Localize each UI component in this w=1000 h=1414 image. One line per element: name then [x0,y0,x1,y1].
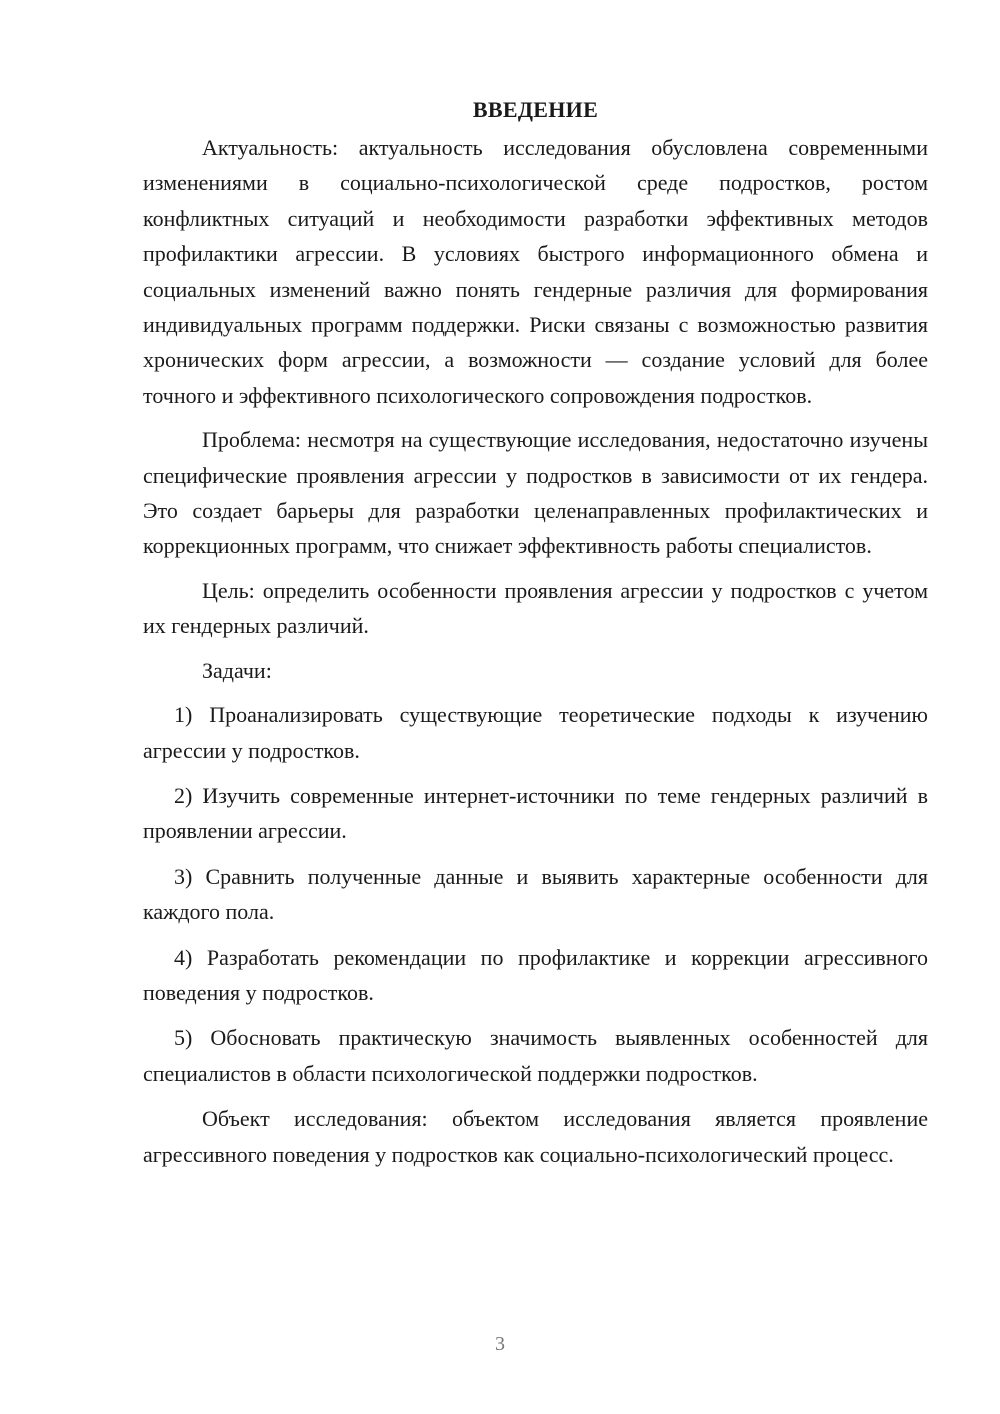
page-title: ВВЕДЕНИЕ [472,97,599,122]
task-item-2: 2) Изучить современные интернет-источники по теме гендерных различий в проявлении агрессии. [143,782,928,844]
task-item-3: 3) Сравнить полученные данные и выявить характерные особенности для каждого пола. [143,863,928,925]
tasks-heading: Задачи: [202,657,272,683]
problem-paragraph: Проблема: несмотря на существующие исследования, недостаточно изучены специфические проявления агрессии у подростков в зависимости от их гендера. Это создает барьеры для разработки целенаправленных профилактических и коррекционных программ, что снижает эффективность работы специалистов. [143,427,928,559]
document-page [143,92,928,1172]
object-paragraph: Объект исследования: объектом исследования является проявление агрессивного поведения у подростков как социально-психологический процесс. [143,1106,928,1167]
goal-paragraph: Цель: определить особенности проявления агрессии у подростков с учетом их гендерных различий. [143,577,928,639]
task-item-1: 1) Проанализировать существующие теоретические подходы к изучению агрессии у подростков. [143,702,928,763]
page-number: 3 [495,1333,505,1355]
relevance-paragraph: Актуальность: актуальность исследования обусловлена современными изменениями в социально-психологической среде подростков, ростом конфликтных ситуаций и необходимости разработки эффективных методов профилактики агрессии. В условиях быстрого информационного обмена и социальных изменений важно понять гендерные различия для формирования индивидуальных программ поддержки. Риски связаны с возможностью развития хронических форм агрессии, а возможности — создание условий для более точного и эффективного психологического сопровождения подростков. [143,135,928,408]
task-item-4: 4) Разработать рекомендации по профилактике и коррекции агрессивного поведения у подростков. [143,944,928,1005]
task-item-5: 5) Обосновать практическую значимость выявленных особенностей для специалистов в области психологической поддержки подростков. [143,1025,928,1086]
